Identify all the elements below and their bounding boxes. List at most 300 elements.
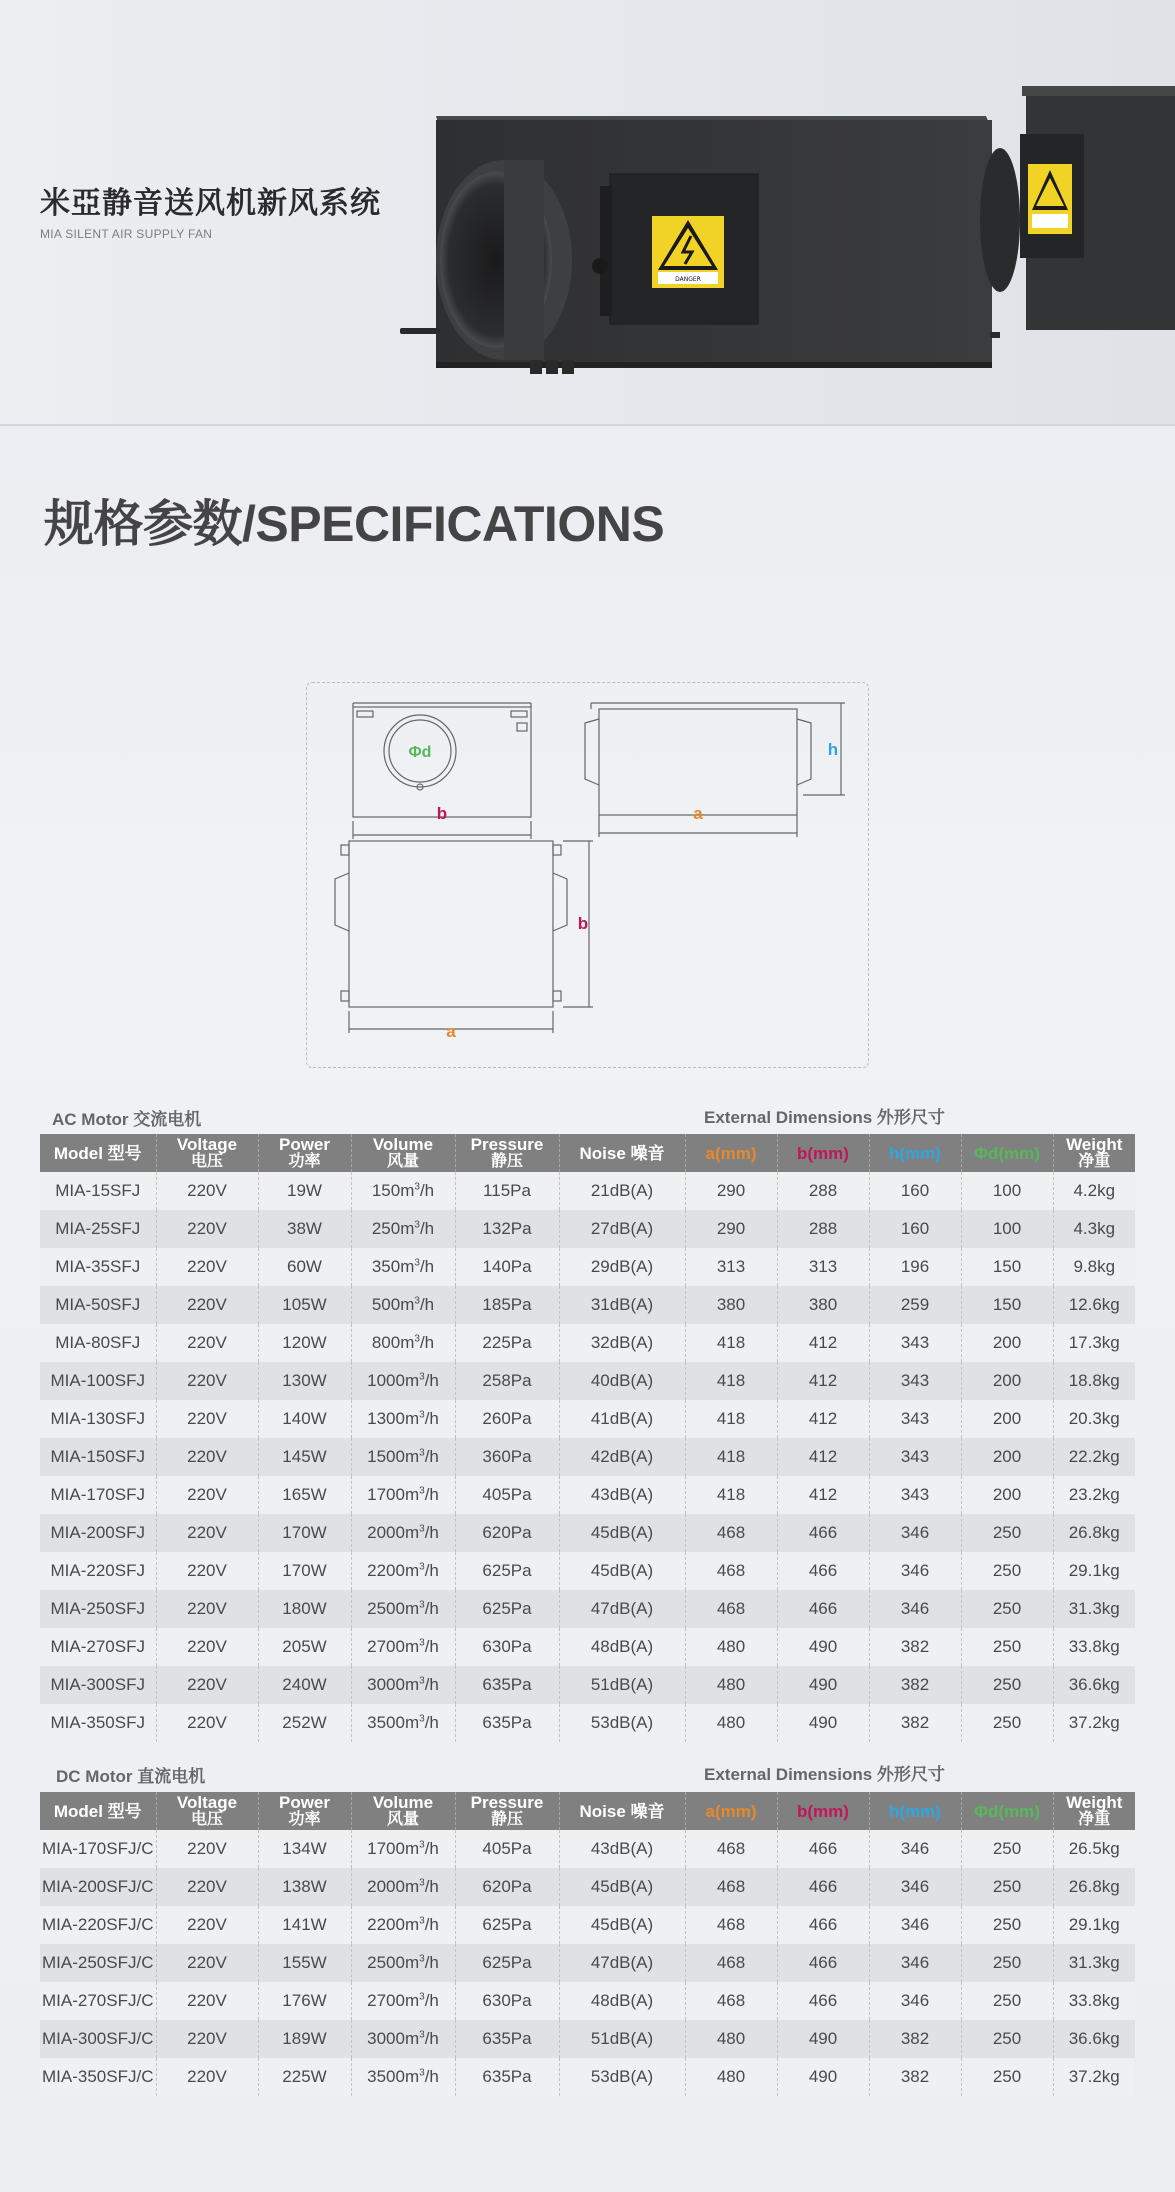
table-cell: 630Pa xyxy=(455,1628,559,1666)
table-cell: 418 xyxy=(685,1362,777,1400)
volume-value: 3500 xyxy=(367,2067,405,2086)
table-cell: 250 xyxy=(961,1868,1053,1906)
table-cell: 33.8kg xyxy=(1053,1628,1135,1666)
header-label: Noise 噪音 xyxy=(579,1143,665,1163)
table-cell xyxy=(351,1830,455,1868)
table-cell: 176W xyxy=(258,1982,351,2020)
table-cell: 130W xyxy=(258,1362,351,1400)
table-cell: 100 xyxy=(961,1172,1053,1210)
table-cell: 53dB(A) xyxy=(559,1704,685,1742)
volume-unit-suffix: /h xyxy=(424,1713,439,1732)
a-label-side: a xyxy=(693,804,703,823)
table-cell xyxy=(351,1476,455,1514)
hero-divider xyxy=(0,424,1175,426)
volume-unit: m xyxy=(400,1181,415,1200)
table-cell: 140Pa xyxy=(455,1248,559,1286)
header-d xyxy=(961,1792,1053,1830)
volume-unit-sup: 3 xyxy=(419,1371,425,1383)
volume-unit-suffix: /h xyxy=(424,1637,439,1656)
header-label: Noise 噪音 xyxy=(579,1801,665,1821)
header-volume xyxy=(351,1134,455,1172)
volume-value: 150 xyxy=(371,1181,401,1200)
table-cell: 132Pa xyxy=(455,1210,559,1248)
header-label-cn: 风量 xyxy=(386,1153,419,1170)
volume-unit: m xyxy=(404,1877,420,1896)
table-cell: 220V xyxy=(156,1552,258,1590)
volume-unit-suffix: /h xyxy=(419,1219,435,1238)
table-cell: 343 xyxy=(869,1476,961,1514)
table-cell: 26.8kg xyxy=(1053,1514,1135,1552)
volume-value: 350 xyxy=(371,1257,401,1276)
table-cell: 625Pa xyxy=(455,1944,559,1982)
table-cell: 220V xyxy=(156,1906,258,1944)
volume-unit: m xyxy=(404,1637,420,1656)
table-cell: MIA-350SFJ xyxy=(40,1704,156,1742)
table-cell: 490 xyxy=(777,1628,869,1666)
spec-title: 规格参数/SPECIFICATIONS xyxy=(44,496,665,552)
table-cell: 259 xyxy=(869,1286,961,1324)
table-cell: 480 xyxy=(685,1704,777,1742)
ac-motor-label: AC Motor 交流电机 xyxy=(52,1110,202,1129)
volume-value: 2000 xyxy=(367,1877,405,1896)
table-cell: 250 xyxy=(961,1704,1053,1742)
table-cell: 250 xyxy=(961,1982,1053,2020)
volume-value: 800 xyxy=(371,1333,401,1352)
table-cell: 225W xyxy=(258,2058,351,2096)
table-row xyxy=(40,1944,1135,1982)
volume-value: 1300 xyxy=(367,1409,405,1428)
table-cell: MIA-15SFJ xyxy=(40,1172,156,1210)
table-cell: 625Pa xyxy=(455,1906,559,1944)
volume-unit-sup: 3 xyxy=(414,1181,420,1193)
table-row xyxy=(40,1400,1135,1438)
volume-unit-suffix: /h xyxy=(424,1409,439,1428)
header-d xyxy=(961,1134,1053,1172)
table-cell: 150 xyxy=(961,1248,1053,1286)
table-row xyxy=(40,1248,1135,1286)
table-row xyxy=(40,1868,1135,1906)
table-cell: 466 xyxy=(777,1982,869,2020)
table-cell: MIA-250SFJ/C xyxy=(40,1944,156,1982)
volume-unit: m xyxy=(404,1839,420,1858)
volume-unit: m xyxy=(400,1295,415,1314)
volume-unit-sup: 3 xyxy=(419,1599,425,1611)
table-cell: 38W xyxy=(258,1210,351,1248)
table-cell: 290 xyxy=(685,1172,777,1210)
table-cell: 346 xyxy=(869,1830,961,1868)
header-power xyxy=(258,1134,351,1172)
header-label: Volume xyxy=(372,1135,434,1154)
volume-unit-suffix: /h xyxy=(424,1953,439,1972)
table-cell: 480 xyxy=(685,1666,777,1704)
table-cell: 468 xyxy=(685,1552,777,1590)
table-cell: 220V xyxy=(156,1944,258,1982)
table-row xyxy=(40,1830,1135,1868)
volume-unit-suffix: /h xyxy=(424,1447,439,1466)
table-cell: 466 xyxy=(777,1944,869,1982)
volume-unit: m xyxy=(404,1409,420,1428)
table-cell: 635Pa xyxy=(455,1704,559,1742)
volume-unit-sup: 3 xyxy=(414,1219,420,1231)
header-label: h(mm) xyxy=(889,1801,941,1821)
volume-unit-sup: 3 xyxy=(419,1637,425,1649)
table-cell xyxy=(351,1400,455,1438)
table-cell: 343 xyxy=(869,1324,961,1362)
table-cell: 225Pa xyxy=(455,1324,559,1362)
table-cell: 288 xyxy=(777,1210,869,1248)
table-cell: 380 xyxy=(777,1286,869,1324)
table-cell: 412 xyxy=(777,1476,869,1514)
table-cell: 220V xyxy=(156,1324,258,1362)
table-cell: 51dB(A) xyxy=(559,2020,685,2058)
table-cell: 382 xyxy=(869,1704,961,1742)
table-row xyxy=(40,1982,1135,2020)
table-cell: 200 xyxy=(961,1362,1053,1400)
header-model xyxy=(40,1134,156,1172)
table-row xyxy=(40,1552,1135,1590)
table-cell xyxy=(351,1248,455,1286)
table-cell: 220V xyxy=(156,1590,258,1628)
table-cell: 220V xyxy=(156,1628,258,1666)
header-label: Pressure xyxy=(470,1793,544,1812)
volume-unit-suffix: /h xyxy=(419,1295,435,1314)
volume-unit-sup: 3 xyxy=(419,1447,425,1459)
volume-unit-sup: 3 xyxy=(419,2029,425,2041)
table-cell: 466 xyxy=(777,1552,869,1590)
header-label-cn: 静压 xyxy=(490,1153,523,1170)
table-cell: 490 xyxy=(777,2020,869,2058)
table-cell: 20.3kg xyxy=(1053,1400,1135,1438)
table-cell: MIA-35SFJ xyxy=(40,1248,156,1286)
volume-unit-suffix: /h xyxy=(424,1561,439,1580)
table-cell: MIA-220SFJ/C xyxy=(40,1906,156,1944)
volume-unit-suffix: /h xyxy=(424,1675,439,1694)
volume-value: 2700 xyxy=(367,1991,405,2010)
volume-unit-sup: 3 xyxy=(419,1713,425,1725)
table-cell: 313 xyxy=(685,1248,777,1286)
fan-product-image xyxy=(400,70,1000,390)
table-cell: 250 xyxy=(961,1906,1053,1944)
table-cell: 313 xyxy=(777,1248,869,1286)
table-cell: 635Pa xyxy=(455,2058,559,2096)
table-cell: 466 xyxy=(777,1830,869,1868)
table-cell: 290 xyxy=(685,1210,777,1248)
table-row xyxy=(40,1362,1135,1400)
header-b xyxy=(777,1134,869,1172)
volume-unit: m xyxy=(404,1447,420,1466)
header-label: Voltage xyxy=(176,1793,238,1812)
volume-unit-suffix: /h xyxy=(424,1991,439,2010)
table-cell: 382 xyxy=(869,2020,961,2058)
table-cell: 490 xyxy=(777,1704,869,1742)
table-cell: 41dB(A) xyxy=(559,1400,685,1438)
table-cell xyxy=(351,1590,455,1628)
table-cell: 382 xyxy=(869,1666,961,1704)
table-cell: 37.2kg xyxy=(1053,2058,1135,2096)
header-voltage xyxy=(156,1792,258,1830)
table-cell xyxy=(351,1906,455,1944)
volume-unit-suffix: /h xyxy=(419,1333,435,1352)
table-cell: 105W xyxy=(258,1286,351,1324)
header-power xyxy=(258,1792,351,1830)
table-row xyxy=(40,1514,1135,1552)
table-cell: 31.3kg xyxy=(1053,1590,1135,1628)
header-noise xyxy=(559,1792,685,1830)
volume-value: 250 xyxy=(371,1219,401,1238)
table-cell: 468 xyxy=(685,1906,777,1944)
table-cell: 250 xyxy=(961,1830,1053,1868)
table-cell: 220V xyxy=(156,1286,258,1324)
volume-unit: m xyxy=(400,1219,415,1238)
fan-product-image-secondary xyxy=(980,80,1175,340)
volume-unit: m xyxy=(404,1953,420,1972)
table-cell: 189W xyxy=(258,2020,351,2058)
table-cell xyxy=(351,1552,455,1590)
table-cell: MIA-350SFJ/C xyxy=(40,2058,156,2096)
header-label: a(mm) xyxy=(705,1801,757,1821)
table-cell: 43dB(A) xyxy=(559,1476,685,1514)
table-cell: 42dB(A) xyxy=(559,1438,685,1476)
header-h xyxy=(869,1134,961,1172)
volume-value: 1500 xyxy=(367,1447,405,1466)
header-label: h(mm) xyxy=(889,1143,941,1163)
table-cell: 250 xyxy=(961,1628,1053,1666)
table-cell: 141W xyxy=(258,1906,351,1944)
table-row xyxy=(40,1172,1135,1210)
volume-value: 2000 xyxy=(367,1523,405,1542)
table-cell: 200 xyxy=(961,1438,1053,1476)
header-weight xyxy=(1053,1134,1135,1172)
header-label: Model 型号 xyxy=(53,1801,142,1821)
table-cell: 29dB(A) xyxy=(559,1248,685,1286)
table-cell: 346 xyxy=(869,1514,961,1552)
table-cell: MIA-50SFJ xyxy=(40,1286,156,1324)
table-cell: 120W xyxy=(258,1324,351,1362)
volume-unit: m xyxy=(404,1675,420,1694)
volume-unit: m xyxy=(404,1713,420,1732)
table-cell: 22.2kg xyxy=(1053,1438,1135,1476)
volume-unit-sup: 3 xyxy=(419,1839,425,1851)
table-row xyxy=(40,1628,1135,1666)
table-cell: 260Pa xyxy=(455,1400,559,1438)
table-cell: 17.3kg xyxy=(1053,1324,1135,1362)
header-label-cn: 电压 xyxy=(190,1811,223,1828)
volume-value: 2200 xyxy=(367,1561,405,1580)
a-label-top: a xyxy=(446,1022,456,1041)
volume-unit-sup: 3 xyxy=(414,1333,420,1345)
volume-value: 3500 xyxy=(367,1713,405,1732)
header-pressure xyxy=(455,1134,559,1172)
volume-value: 2700 xyxy=(367,1637,405,1656)
table-cell: 635Pa xyxy=(455,2020,559,2058)
phi-d-label: Φd xyxy=(408,744,432,761)
header-b xyxy=(777,1792,869,1830)
table-cell: MIA-170SFJ xyxy=(40,1476,156,1514)
table-cell: 468 xyxy=(685,1590,777,1628)
table-cell: 625Pa xyxy=(455,1590,559,1628)
table-cell xyxy=(351,1628,455,1666)
table-cell: 412 xyxy=(777,1438,869,1476)
table-cell: 60W xyxy=(258,1248,351,1286)
table-cell: 480 xyxy=(685,2058,777,2096)
table-cell xyxy=(351,1286,455,1324)
dc-dims-label: External Dimensions 外形尺寸 xyxy=(704,1765,945,1784)
table-cell: 468 xyxy=(685,1944,777,1982)
header-label: Model 型号 xyxy=(53,1143,142,1163)
table-cell: MIA-220SFJ xyxy=(40,1552,156,1590)
table-cell: 240W xyxy=(258,1666,351,1704)
volume-value: 1000 xyxy=(367,1371,405,1390)
volume-unit-sup: 3 xyxy=(419,1953,425,1965)
table-cell: 468 xyxy=(685,1868,777,1906)
volume-unit: m xyxy=(404,1485,420,1504)
table-cell: 490 xyxy=(777,2058,869,2096)
header-label: Power xyxy=(278,1793,331,1812)
table-cell xyxy=(351,1704,455,1742)
warning-label-text: DANGER xyxy=(675,276,701,283)
table-cell: 468 xyxy=(685,1514,777,1552)
table-cell: 45dB(A) xyxy=(559,1868,685,1906)
table-cell: 418 xyxy=(685,1324,777,1362)
volume-unit-sup: 3 xyxy=(419,1991,425,2003)
table-cell: 220V xyxy=(156,1248,258,1286)
ac-dims-label: External Dimensions 外形尺寸 xyxy=(704,1108,945,1127)
volume-unit-suffix: /h xyxy=(424,1599,439,1618)
volume-unit-suffix: /h xyxy=(424,1371,439,1390)
volume-unit: m xyxy=(404,1599,420,1618)
header-label: Voltage xyxy=(176,1135,238,1154)
header-noise xyxy=(559,1134,685,1172)
table-cell: 48dB(A) xyxy=(559,1628,685,1666)
table-cell: MIA-25SFJ xyxy=(40,1210,156,1248)
header-label: b(mm) xyxy=(797,1801,849,1821)
header-label: a(mm) xyxy=(705,1143,757,1163)
h-label-side: h xyxy=(827,740,839,759)
table-cell: 51dB(A) xyxy=(559,1666,685,1704)
table-cell: 45dB(A) xyxy=(559,1906,685,1944)
table-cell: 346 xyxy=(869,1906,961,1944)
table-cell xyxy=(351,1324,455,1362)
table-cell: 220V xyxy=(156,1868,258,1906)
table-cell xyxy=(351,1666,455,1704)
table-cell: 346 xyxy=(869,1944,961,1982)
table-cell xyxy=(351,1944,455,1982)
table-cell: 252W xyxy=(258,1704,351,1742)
table-cell: 466 xyxy=(777,1868,869,1906)
table-cell: 200 xyxy=(961,1400,1053,1438)
table-cell xyxy=(351,1514,455,1552)
table-cell: 29.1kg xyxy=(1053,1906,1135,1944)
volume-unit: m xyxy=(404,1561,420,1580)
table-cell: 170W xyxy=(258,1514,351,1552)
header-a xyxy=(685,1134,777,1172)
header-volume xyxy=(351,1792,455,1830)
table-cell: 480 xyxy=(685,2020,777,2058)
table-cell: 36.6kg xyxy=(1053,1666,1135,1704)
table-cell: 250 xyxy=(961,1944,1053,1982)
header-label-cn: 净重 xyxy=(1078,1153,1111,1170)
table-cell: 9.8kg xyxy=(1053,1248,1135,1286)
table-cell: 480 xyxy=(685,1628,777,1666)
table-row xyxy=(40,1210,1135,1248)
table-cell xyxy=(351,1868,455,1906)
table-cell: 405Pa xyxy=(455,1830,559,1868)
table-cell: 33.8kg xyxy=(1053,1982,1135,2020)
volume-unit: m xyxy=(404,1915,420,1934)
table-cell: 346 xyxy=(869,1552,961,1590)
table-cell: 45dB(A) xyxy=(559,1514,685,1552)
table-cell: 180W xyxy=(258,1590,351,1628)
table-cell: 220V xyxy=(156,1438,258,1476)
table-cell: 346 xyxy=(869,1590,961,1628)
volume-value: 1700 xyxy=(367,1839,405,1858)
volume-value: 1700 xyxy=(367,1485,405,1504)
table-cell: 115Pa xyxy=(455,1172,559,1210)
table-cell: 418 xyxy=(685,1400,777,1438)
table-cell: 635Pa xyxy=(455,1666,559,1704)
volume-unit-suffix: /h xyxy=(424,1523,439,1542)
table-cell: 220V xyxy=(156,1210,258,1248)
table-cell: 48dB(A) xyxy=(559,1982,685,2020)
table-cell: 37.2kg xyxy=(1053,1704,1135,1742)
table-cell: MIA-300SFJ/C xyxy=(40,2020,156,2058)
table-cell: 250 xyxy=(961,2058,1053,2096)
volume-value: 3000 xyxy=(367,1675,405,1694)
header-label-cn: 风量 xyxy=(386,1811,419,1828)
table-cell: 625Pa xyxy=(455,1552,559,1590)
table-cell: MIA-150SFJ xyxy=(40,1438,156,1476)
table-cell: 27dB(A) xyxy=(559,1210,685,1248)
header-label: Pressure xyxy=(470,1135,544,1154)
volume-unit-sup: 3 xyxy=(419,2067,425,2079)
table-cell: 466 xyxy=(777,1514,869,1552)
table-cell: 220V xyxy=(156,1400,258,1438)
hero-subtitle: MIA SILENT AIR SUPPLY FAN xyxy=(40,227,213,241)
hero-title: 米亞静音送风机新风系统 xyxy=(40,187,381,220)
table-cell: MIA-170SFJ/C xyxy=(40,1830,156,1868)
volume-unit-sup: 3 xyxy=(419,1409,425,1421)
header-model xyxy=(40,1792,156,1830)
volume-unit-suffix: /h xyxy=(424,1915,439,1934)
table-cell: MIA-300SFJ xyxy=(40,1666,156,1704)
table-cell xyxy=(351,1982,455,2020)
table-cell: 196 xyxy=(869,1248,961,1286)
table-cell: 220V xyxy=(156,1172,258,1210)
volume-unit-sup: 3 xyxy=(419,1523,425,1535)
volume-unit: m xyxy=(404,2029,420,2048)
volume-unit-sup: 3 xyxy=(419,1675,425,1687)
volume-value: 500 xyxy=(371,1295,401,1314)
volume-unit-suffix: /h xyxy=(424,1485,439,1504)
table-cell: 412 xyxy=(777,1362,869,1400)
table-cell: 412 xyxy=(777,1400,869,1438)
table-cell: 466 xyxy=(777,1590,869,1628)
b-label-front: b xyxy=(436,804,448,823)
table-cell: 468 xyxy=(685,1982,777,2020)
table-cell: 220V xyxy=(156,1476,258,1514)
table-cell: 47dB(A) xyxy=(559,1944,685,1982)
header-a xyxy=(685,1792,777,1830)
volume-unit-sup: 3 xyxy=(414,1295,420,1307)
table-cell: 170W xyxy=(258,1552,351,1590)
header-label-cn: 静压 xyxy=(490,1811,523,1828)
table-row xyxy=(40,1590,1135,1628)
volume-value: 3000 xyxy=(367,2029,405,2048)
table-cell: 360Pa xyxy=(455,1438,559,1476)
table-cell xyxy=(351,1172,455,1210)
table-cell: MIA-270SFJ xyxy=(40,1628,156,1666)
table-cell: 468 xyxy=(685,1830,777,1868)
